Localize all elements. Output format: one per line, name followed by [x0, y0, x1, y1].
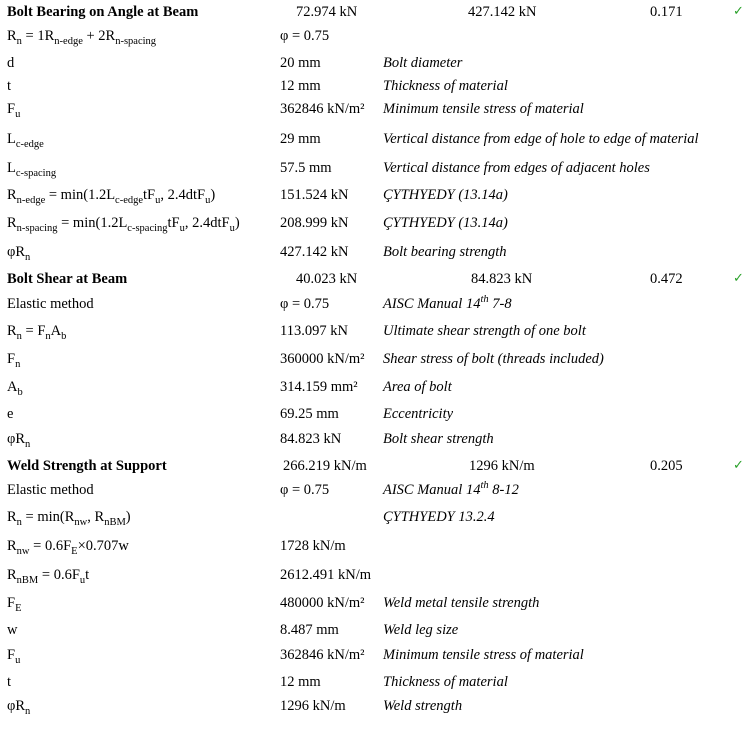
method: Elastic method: [7, 482, 94, 498]
check-icon: ✓: [733, 271, 744, 286]
value: 1728 kN/m: [280, 538, 346, 554]
value: 314.159 mm²: [280, 379, 358, 395]
section-title: Weld Strength at Support: [7, 458, 167, 474]
value: 12 mm: [280, 78, 321, 94]
value: 12 mm: [280, 674, 321, 690]
description: ÇYTHYEDY (13.14a): [383, 187, 508, 203]
demand-value: 266.219 kN/m: [283, 458, 367, 474]
description: ÇYTHYEDY (13.14a): [383, 215, 508, 231]
symbol: $F_E$: [7, 595, 22, 614]
symbol: $L_{c-spacing}$: [7, 160, 57, 179]
value: φ = 0.75: [280, 296, 330, 312]
description: Bolt bearing strength: [383, 244, 507, 260]
formula-rn: $R_n = F_nA_b$: [7, 323, 67, 342]
check-icon: ✓: [733, 4, 744, 19]
capacity-value: 427.142 kN: [468, 4, 537, 20]
ratio-value: 0.171: [650, 4, 683, 20]
symbol: t: [7, 78, 12, 94]
value: 29 mm: [280, 131, 321, 147]
description: Bolt diameter: [383, 55, 463, 71]
ratio-value: 0.472: [650, 271, 683, 287]
description: Thickness of material: [383, 674, 508, 690]
value: 362846 kN/m²: [280, 101, 365, 117]
capacity-value: 1296 kN/m: [469, 458, 535, 474]
formula-rn: $R_n = 1R_{n-edge} + 2R_{n-spacing}$: [7, 28, 157, 47]
symbol: $\varphi R_n$: [7, 698, 31, 717]
symbol: $\varphi R_n$: [7, 431, 31, 450]
reference: ÇYTHYEDY 13.2.4: [383, 509, 495, 525]
formula-rnbm: $R_{nBM} = 0.6F_ut$: [7, 567, 90, 586]
formula-rn-spacing: $R_{n-spacing} = \min(1.2L_{c-spacing}tF_u$, 2.4dtF$_u$): [7, 215, 240, 234]
demand-value: 72.974 kN: [296, 4, 358, 20]
description: Vertical distance from edges of adjacent holes: [383, 160, 650, 176]
value: φ = 0.75: [280, 28, 330, 44]
value: 69.25 mm: [280, 406, 339, 422]
section-title: Bolt Shear at Beam: [7, 271, 128, 287]
value: 2612.491 kN/m: [280, 567, 372, 583]
description: Weld strength: [383, 698, 463, 714]
description: Bolt shear strength: [383, 431, 494, 447]
symbol: $F_u$: [7, 647, 21, 666]
value: 1296 kN/m: [280, 698, 346, 714]
value: 427.142 kN: [280, 244, 349, 260]
symbol: $L_{c-edge}$: [7, 131, 44, 150]
demand-value: 40.023 kN: [296, 271, 358, 287]
description: Minimum tensile stress of material: [383, 101, 584, 117]
value: 151.524 kN: [280, 187, 349, 203]
description: Ultimate shear strength of one bolt: [383, 323, 586, 339]
symbol: $F_u$: [7, 101, 21, 120]
formula-rn: $R_n = \min(R_{nw}$, $R_{nBM}$): [7, 509, 131, 528]
description: Vertical distance from edge of hole to edge of material: [383, 131, 699, 147]
section-title: Bolt Bearing on Angle at Beam: [7, 4, 199, 20]
description: Area of bolt: [383, 379, 452, 395]
ratio-value: 0.205: [650, 458, 683, 474]
value: 480000 kN/m²: [280, 595, 365, 611]
reference: AISC Manual 14th 7-8: [383, 294, 512, 312]
reference: AISC Manual 14th 8-12: [383, 480, 519, 498]
symbol: $\varphi R_n$: [7, 244, 31, 263]
value: 8.487 mm: [280, 622, 339, 638]
value: 84.823 kN: [280, 431, 342, 447]
capacity-value: 84.823 kN: [471, 271, 533, 287]
value: φ = 0.75: [280, 482, 330, 498]
value: 208.999 kN: [280, 215, 349, 231]
description: Thickness of material: [383, 78, 508, 94]
symbol: $F_n$: [7, 351, 21, 370]
check-icon: ✓: [733, 458, 744, 473]
symbol: t: [7, 674, 12, 690]
description: Shear stress of bolt (threads included): [383, 351, 604, 367]
symbol: d: [7, 55, 15, 71]
description: Weld metal tensile strength: [383, 595, 540, 611]
value: 20 mm: [280, 55, 321, 71]
description: Eccentricity: [383, 406, 454, 422]
value: 362846 kN/m²: [280, 647, 365, 663]
description: Weld leg size: [383, 622, 459, 638]
formula-rnw: $R_{nw} = 0.6F_E\times 0.707w$: [7, 538, 129, 557]
symbol: w: [7, 622, 18, 638]
description: Minimum tensile stress of material: [383, 647, 584, 663]
value: 113.097 kN: [280, 323, 348, 339]
method: Elastic method: [7, 296, 94, 312]
symbol: $A_b$: [7, 379, 23, 398]
symbol: e: [7, 406, 14, 422]
value: 57.5 mm: [280, 160, 332, 176]
formula-rn-edge: $R_{n-edge} = \min(1.2L_{c-edge}tF_u$, 2.4dtF$_u$): [7, 187, 216, 206]
value: 360000 kN/m²: [280, 351, 365, 367]
